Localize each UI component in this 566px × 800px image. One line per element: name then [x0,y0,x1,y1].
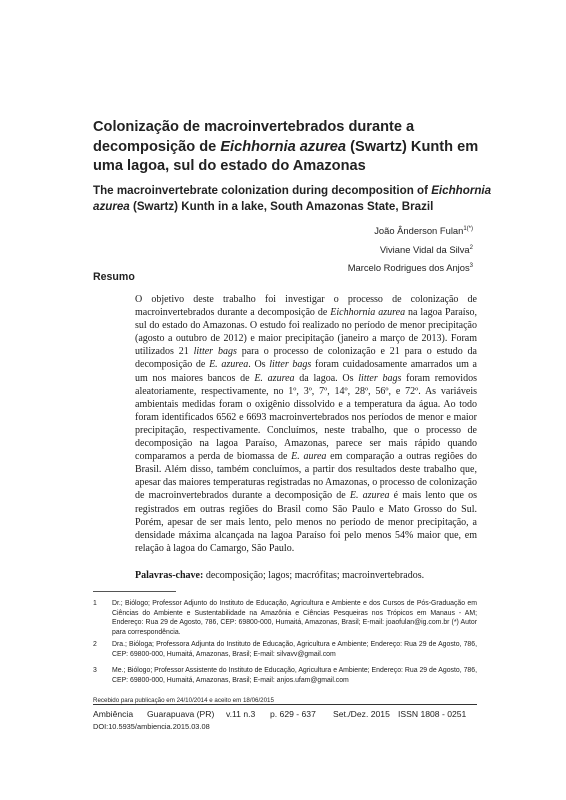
doi: DOI:10.5935/ambiencia.2015.03.08 [93,722,210,731]
title-en-text: The macroinvertebrate colonization during decomposition of [93,184,432,197]
abstract-text: na lagoa Paraíso, sul do estado do Amazonas. O estudo foi realizado no período de menor precipitação (agosto a outubro de 2012) e maior precipitação (janeiro a março de 2013). Foram utilizados 21 [135,307,477,358]
abstract-term: litter bags [269,359,312,371]
title-pt-text-end: (Swartz) Kunth em uma lagoa, sul do estado do Amazonas [93,138,479,174]
abstract-text: foram removidos aleatoriamente, respectivamente, no 1º, 3º, 7º, 14º, 28º, 56º, e 72º. As variáveis ambientais medidas foram o oxigênio dissolvido e a temperatura da água. Ao todo foram identificados 6562 e 6693 macroinvertebrados nos períodos de menor e maior precipitação, respectivamente. Concluímos, neste trabalho, que o processo de decomposição na lagoa Paraíso, Amazonas, parece ser mais rápido quando comparamos a perda de biomassa de [135,372,477,463]
footer-divider [93,704,477,705]
author-name: Viviane Vidal da Silva [379,243,470,255]
keywords-text: decomposição; lagos; macrófitas; macroinvertebrados. [203,570,425,581]
author [348,221,473,240]
abstract-text: O objetivo deste trabalho foi investigar o processo de colonização de macroinvertebrados durante a decomposição de [135,294,477,319]
journal-pages: p. 629 - 637 [270,709,316,719]
footnote-text: Dr.; Biólogo; Professor Adjunto do Instituto de Educação, Agricultura e Ambiente e dos Cursos de Pós-Graduação em Ciências do Ambiente e Sustentabilidade na Amazônia e Ciências Pesqueiras nos Trópicos em Manaus - AM; Endereço: Rua 29 de Agosto, 786, CEP: 69800-000, Humaitá, Amazonas, Brasil; E-mail: joaofulan@ig.com.br (*) Autor para correspondência. [112,600,477,636]
received-date: Recebido para publicação em 24/10/2014 e aceito em 18/06/2015 [93,697,274,704]
author-affiliation-marker: 2 [469,244,473,251]
footnote [93,599,477,637]
abstract-species: E. azurea [254,372,295,384]
author-name: Marcelo Rodrigues dos Anjos [347,262,470,274]
abstract-species: E. azurea [349,490,390,502]
journal-volume: v.11 n.3 [226,709,256,719]
abstract-species: Eichhornia azurea [330,307,406,319]
abstract-body [135,293,477,555]
abstract-text: da lagoa. Os [294,372,359,384]
abstract-heading: Resumo [93,271,135,283]
footnote-number: 3 [93,667,97,674]
abstract-species: E. azurea [209,359,249,371]
author-affiliation-marker: 1(*) [463,226,473,232]
footnote [93,640,477,659]
title-pt-text: Colonização de macroinvertebrados durante a decomposição de [93,119,415,155]
author-affiliation-marker: 3 [469,263,473,270]
article-title-english [93,183,513,215]
journal-name: Ambiência [93,709,134,719]
abstract-text: para o processo de colonização e 21 para o estudo da decomposição de [135,346,477,371]
journal-place: Guarapuava (PR) [147,709,215,719]
keywords [135,569,477,582]
abstract-text: em comparação a outras regiões do Brasil. Além disso, também concluímos, a partir dos resultados deste trabalho que, apesar das maiores temperaturas registradas no Amazonas, o processo de colonização de macroinvertebrados durante a decomposição de [135,451,477,502]
author-list [348,221,473,277]
title-en-text-end: (Swartz) Kunth in a lake, South Amazonas State, Brazil [129,200,434,213]
article-title-portuguese [93,118,493,177]
author [348,240,473,259]
footnote-number: 1 [93,600,97,607]
title-pt-species: Eichhornia azurea [220,138,347,155]
abstract-text: . Os [248,359,270,371]
author-name: João Ânderson Fulan [374,225,464,237]
journal-issn: ISSN 1808 - 0251 [398,709,467,719]
keywords-label: Palavras-chave: [135,570,204,581]
footnote [93,666,477,685]
footnote-text: Me.; Biólogo; Professor Assistente do Instituto de Educação, Agricultura e Ambiente; Endereço: Rua 29 de Agosto, 786, CEP: 69800-000, Humaitá, Amazonas, Brasil; E-mail: anjos.ufam@gmail.com [112,667,477,684]
journal-date: Set./Dez. 2015 [333,709,390,719]
author [348,258,473,277]
title-en-species: Eichhornia azurea [93,184,492,213]
abstract-term: litter bags [358,372,402,384]
footnote-text: Dra.; Bióloga; Professora Adjunta do Instituto de Educação, Agricultura e Ambiente; Endereço: Rua 29 de Agosto, 786, CEP: 69800-000, Humaitá, Amazonas, Brasil; E-mail: silvavv@gmail.com [112,641,477,658]
footnote-number: 2 [93,641,97,648]
abstract-text: foram cuidadosamente amarrados um a um nos maiores bancos de [135,359,477,384]
abstract-species: E. aurea [291,451,327,463]
footnote-divider [93,591,176,592]
abstract-term: litter bags [193,346,237,358]
abstract-text: é mais lento que os registrados em outras regiões do Brasil como São Paulo e Mato Grosso do Sul. Porém, apesar de ser mais lento, pelo menos no período de menor precipitação, a densidade máxima alcançada na lagoa Paraíso foi pelo menos 54% maior que, em relação à lagoa do Camargo, São Paulo. [135,490,477,554]
